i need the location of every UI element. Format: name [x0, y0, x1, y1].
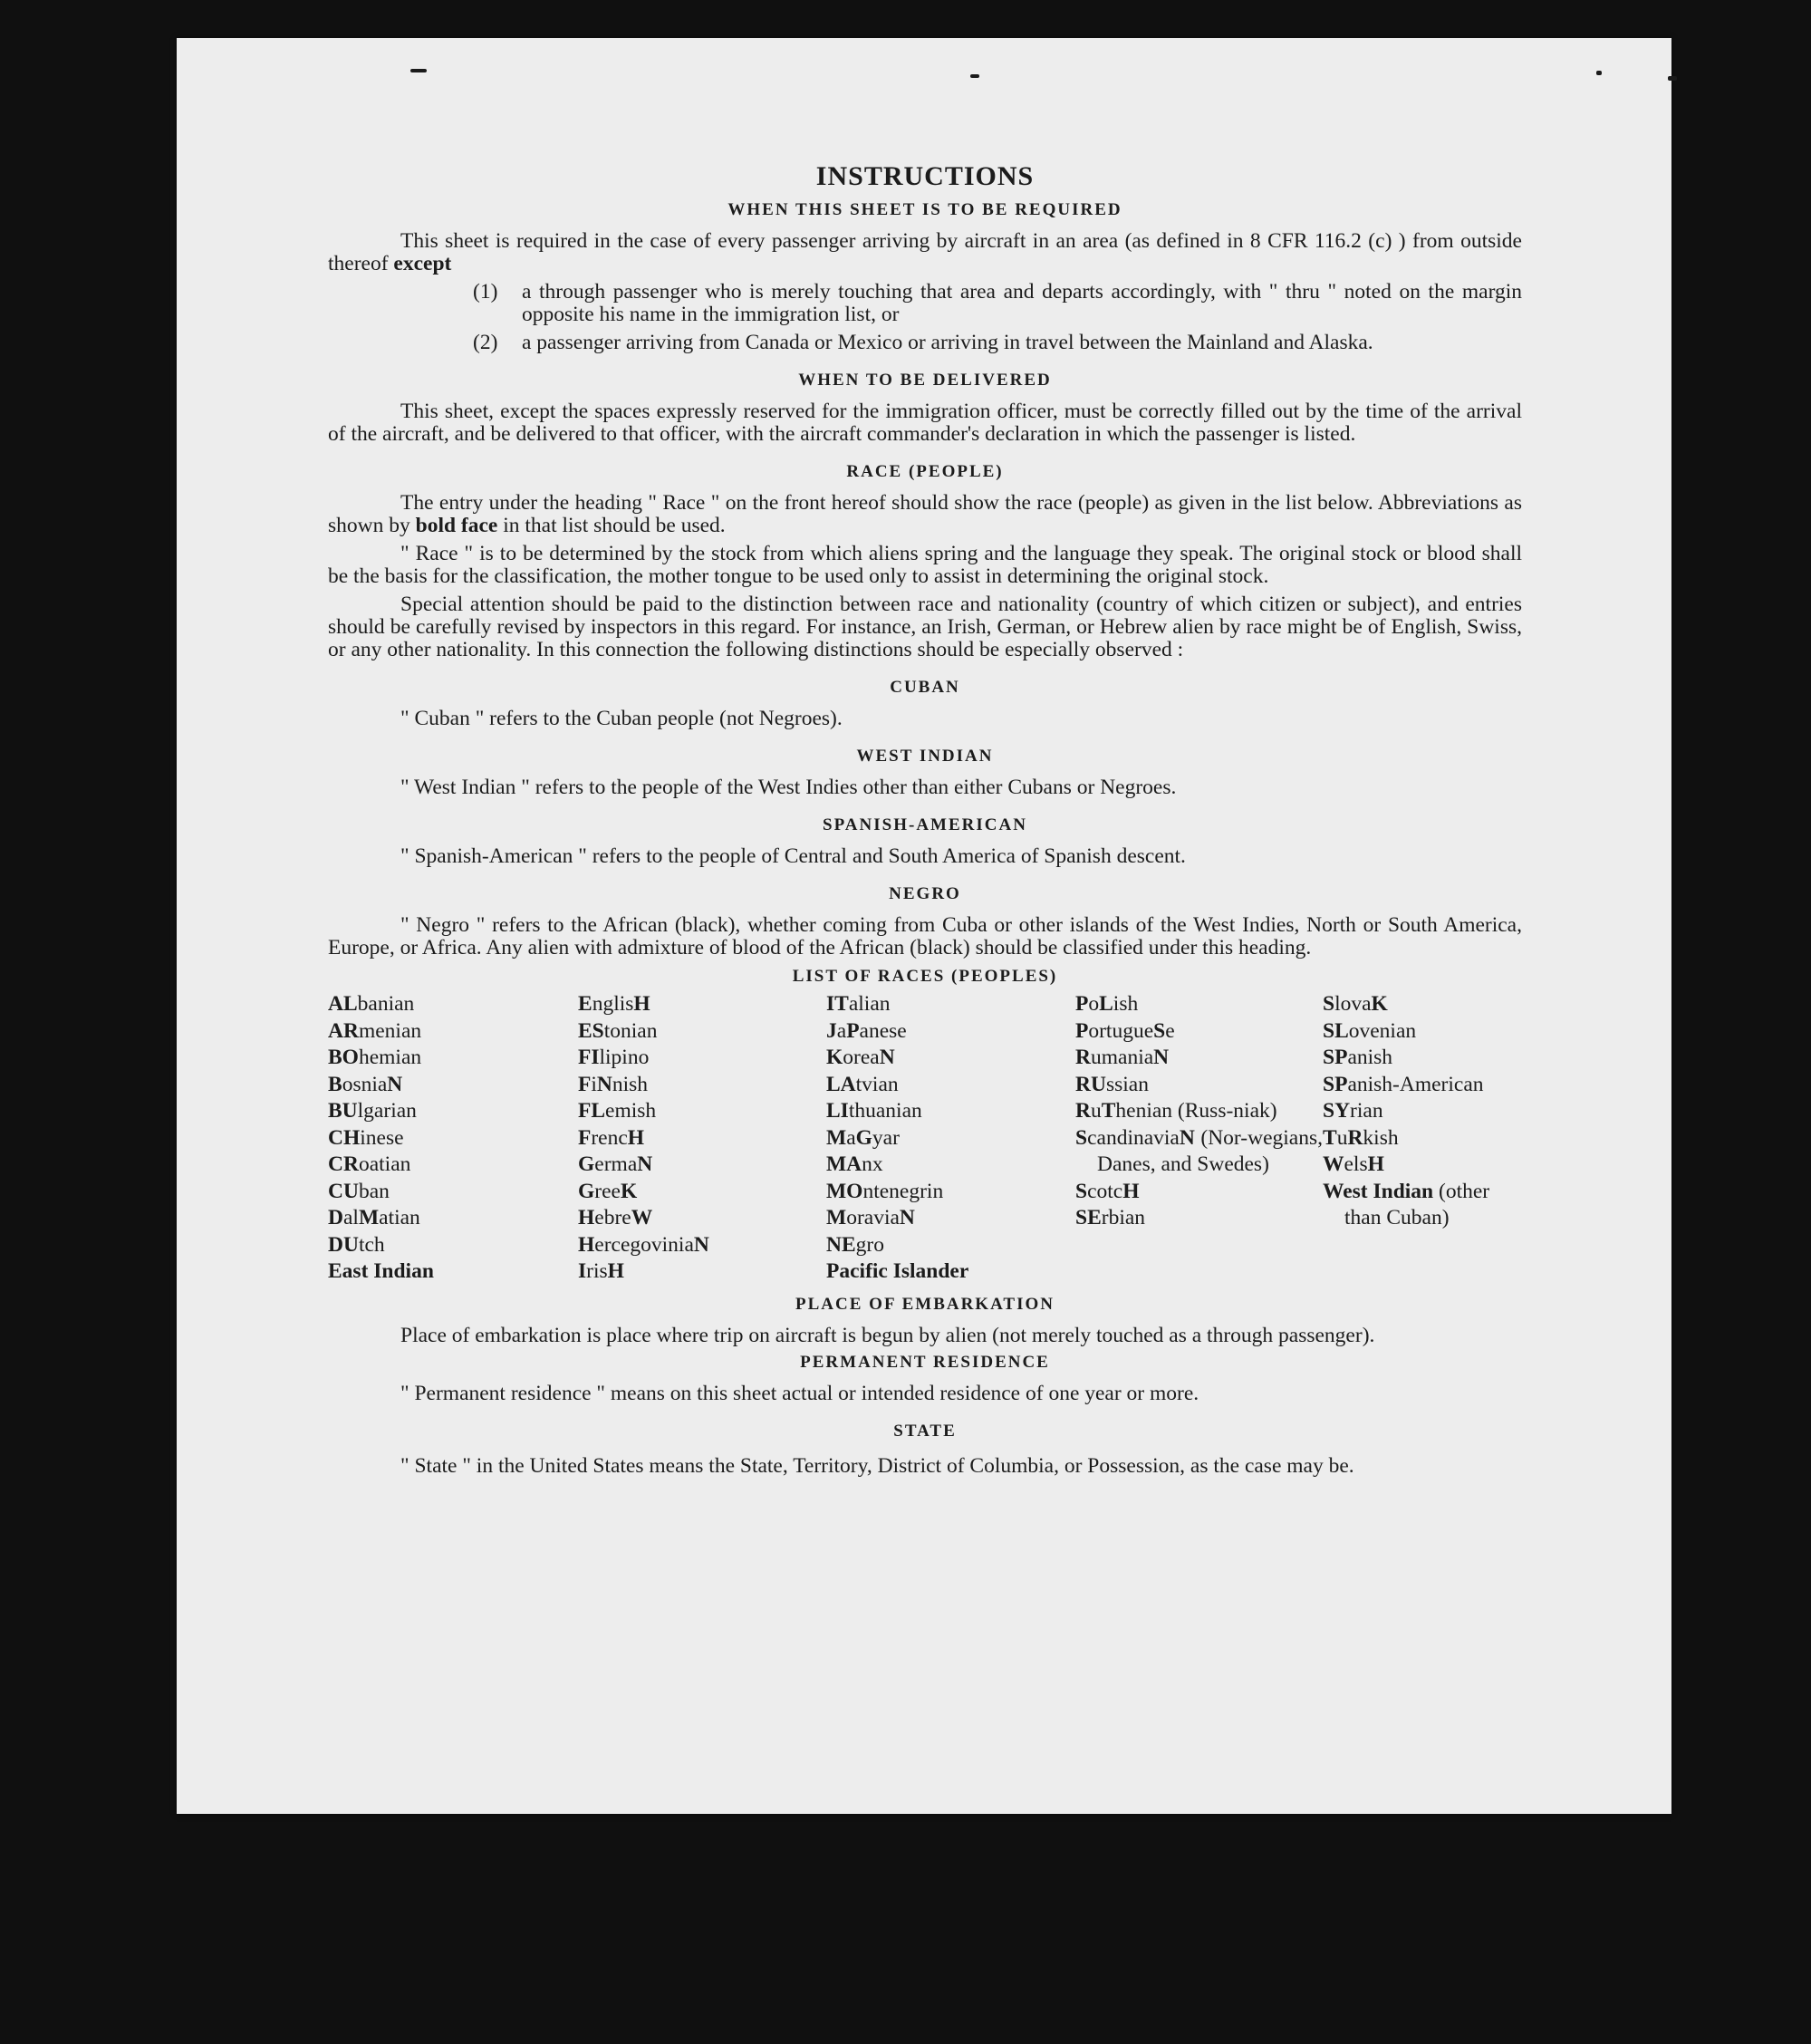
race-entry: West Indian (other than Cuban) [1323, 1179, 1490, 1229]
document-sheet [177, 38, 1671, 1814]
race-entry: ScandinaviaN (Nor-wegians, Danes, and Swedes) [1075, 1125, 1323, 1176]
race-entry: LAtvian [826, 1072, 899, 1096]
race-entry: CUban [328, 1179, 390, 1203]
residence-paragraph: " Permanent residence " means on this sheet actual or intended residence of one year or more. [400, 1381, 1199, 1405]
required-item-1: (1) a through passenger who is merely touching that area and departs accordingly, with " thru " noted on the margin opposite his name in the immigration list, or [473, 280, 1522, 326]
delivered-paragraph: This sheet, except the spaces expressly reserved for the immigration officer, must be correctly filled out by the time of the arrival of the aircraft, and be delivered to that officer, with the aircraft commander's declaration in which the passenger is listed. [328, 400, 1522, 446]
spanish-american-paragraph: " Spanish-American " refers to the people of Central and South America of Spanish descent. [400, 844, 1186, 868]
race-entry: FLemish [578, 1099, 657, 1123]
race-entry: LIthuanian [826, 1099, 922, 1123]
race-entry: PoLish [1075, 992, 1139, 1016]
section-heading-state: STATE [893, 1421, 957, 1441]
race-entry: ScotcH [1075, 1179, 1140, 1203]
race-entry: GreeK [578, 1179, 638, 1203]
scan-speck [1596, 71, 1602, 75]
race-entry: MOntenegrin [826, 1179, 944, 1203]
race-entry: SLovenian [1323, 1018, 1417, 1043]
races-list [328, 991, 1522, 1286]
race-entry: SErbian [1075, 1206, 1146, 1229]
race-entry: BosniaN [328, 1072, 403, 1096]
race-entry: FrencH [578, 1125, 645, 1150]
races-column-2 [578, 991, 826, 1286]
race-entry: KoreaN [826, 1046, 895, 1069]
page-title: INSTRUCTIONS [815, 161, 1035, 191]
race-paragraph-3: Special attention should be paid to the distinction between race and nationality (country of which citizen or subject), and entries should be carefully revised by inspectors in this regard. For instance, an Irish, German, or Hebrew alien by race might be of English, Swiss, or any other nationality. In this connection the following distinctions should be especially observed : [328, 593, 1522, 661]
race-entry: FiNnish [578, 1072, 649, 1096]
instructions-content [328, 161, 1522, 1481]
state-paragraph: " State " in the United States means the State, Territory, District of Columbia, or Possession, as the case may be. [400, 1453, 1354, 1478]
cuban-paragraph: " Cuban " refers to the Cuban people (not Negroes). [400, 707, 843, 730]
race-entry: MaGyar [826, 1125, 900, 1150]
races-column-5 [1323, 991, 1522, 1286]
race-entry: HebreW [578, 1206, 653, 1229]
race-entry: SlovaK [1323, 992, 1388, 1016]
race-entry: TuRkish [1323, 1125, 1399, 1150]
race-entry: CHinese [328, 1125, 404, 1150]
section-heading-list-of-races: LIST OF RACES (PEOPLES) [792, 967, 1058, 986]
section-heading-residence: PERMANENT RESIDENCE [800, 1352, 1050, 1372]
section-heading-negro: NEGRO [889, 884, 961, 903]
race-entry: EnglisH [578, 992, 650, 1016]
section-heading-cuban: CUBAN [890, 678, 960, 697]
race-entry: WelsH [1323, 1152, 1384, 1176]
race-entry: East Indian [328, 1259, 434, 1283]
race-entry: Pacific Islander [826, 1259, 969, 1283]
race-entry: RumaniaN [1075, 1046, 1170, 1069]
race-entry: NEgro [826, 1232, 884, 1257]
race-entry: BUlgarian [328, 1099, 417, 1123]
race-entry: MAnx [826, 1152, 883, 1176]
section-heading-embarkation: PLACE OF EMBARKATION [795, 1294, 1055, 1314]
race-entry: BOhemian [328, 1046, 422, 1069]
race-entry: DUtch [328, 1232, 385, 1257]
section-heading-west-indian: WEST INDIAN [856, 747, 994, 766]
west-indian-paragraph: " West Indian " refers to the people of the West Indies other than either Cubans or Negroes. [400, 776, 1177, 799]
negro-paragraph: " Negro " refers to the African (black), whether coming from Cuba or other islands of the West Indies, North or South America, Europe, or Africa. Any alien with admixture of blood of the African (black) should be classified under this heading. [328, 913, 1522, 959]
race-entry: SPanish [1323, 1046, 1393, 1069]
race-entry: IrisH [578, 1259, 624, 1283]
section-heading-delivered: WHEN TO BE DELIVERED [798, 371, 1052, 390]
race-entry: PortugueSe [1075, 1018, 1175, 1043]
races-column-4 [1075, 991, 1323, 1286]
section-heading-race: RACE (PEOPLE) [846, 462, 1004, 481]
races-column-1 [328, 991, 578, 1286]
races-column-3 [826, 991, 1075, 1286]
race-paragraph-2: " Race " is to be determined by the stock from which aliens spring and the language they speak. The original stock or blood shall be the basis for the classification, the mother tongue to be used only to assist in determining the original stock. [328, 542, 1522, 588]
section-heading-spanish-american: SPANISH-AMERICAN [823, 815, 1027, 834]
race-entry: EStonian [578, 1018, 658, 1043]
race-entry: ALbanian [328, 992, 415, 1016]
race-entry: JaPanese [826, 1018, 907, 1043]
scan-speck [1668, 76, 1677, 81]
section-heading-required: WHEN THIS SHEET IS TO BE REQUIRED [727, 200, 1122, 219]
race-entry: ARmenian [328, 1018, 422, 1043]
race-entry: SYrian [1323, 1099, 1383, 1123]
required-paragraph: This sheet is required in the case of every passenger arriving by aircraft in an area (as defined in 8 CFR 116.2 (c) ) from outside thereof except [328, 229, 1522, 275]
race-paragraph-1: The entry under the heading " Race " on the front hereof should show the race (people) as given in the list below. Abbreviations as shown by bold face in that list should be used. [328, 491, 1522, 537]
race-entry: SPanish-American [1323, 1072, 1484, 1096]
embarkation-paragraph: Place of embarkation is place where trip on aircraft is begun by alien (not merely touched as a through passenger). [400, 1323, 1375, 1347]
required-item-2: (2) a passenger arriving from Canada or Mexico or arriving in travel between the Mainland and Alaska. [473, 331, 1373, 354]
scan-speck [410, 69, 427, 72]
race-entry: MoraviaN [826, 1206, 915, 1229]
race-entry: CRoatian [328, 1152, 411, 1176]
race-entry: ITalian [826, 992, 891, 1016]
race-entry: RuThenian (Russ-niak) [1075, 1099, 1277, 1123]
race-entry: DalMatian [328, 1206, 420, 1229]
race-entry: HercegoviniaN [578, 1232, 709, 1257]
scan-speck [970, 74, 979, 78]
race-entry: RUssian [1075, 1072, 1149, 1096]
race-entry: FIlipino [578, 1046, 650, 1069]
race-entry: GermaN [578, 1152, 653, 1176]
